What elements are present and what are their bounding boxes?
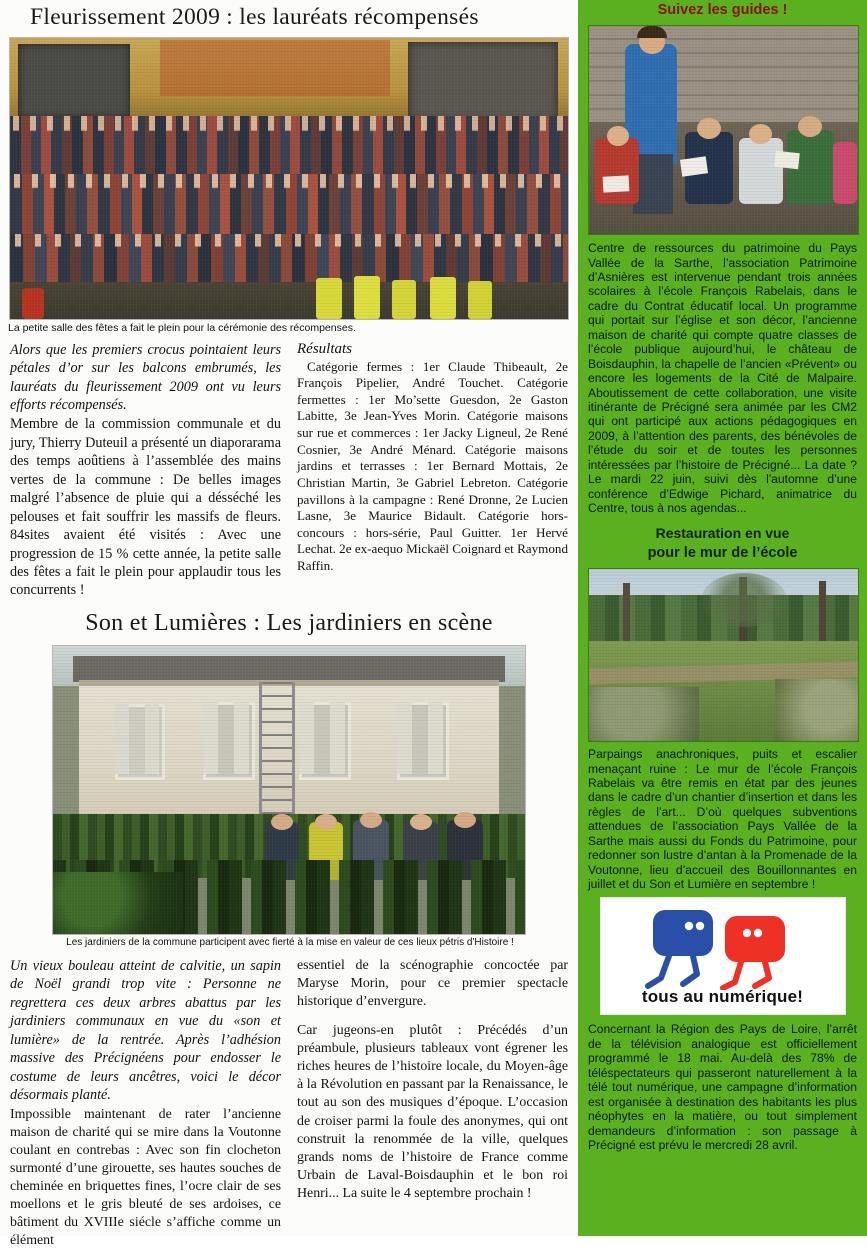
sidebar-paragraph-numerique: Concernant la Région des Pays de Loire, l’arrêt de la télévision analogique est officiellement programmé le 18 mai. Au-delà des 78% de téléspectateurs qui passeront naturellement à la télé tout numérique, une campagne d’information est organisée à destination des habitants les plus néophytes en la matière, ou tout simplement demandeurs d’information : son passage à Précigné est prévu le mercredi 28 avril.	[588, 1022, 857, 1152]
results-body: Catégorie fermes : 1er Claude Thibeault, 2e François Pipelier, André Touchet. Catégorie fermettes : 1er Mo’sette Guesdon, 2e Gaston Labitte, 3e Jean-Yves Morin. Catégorie maisons sur rue et commerces : 1er Jacky Ligneul, 2e René Cosnier, 3e André Ménard. Catégorie maisons jardins et terrasses : 1er Bernard Mottais, 2e Christian Martin, 3e Gabriel Lebreton. Catégorie pavillons à la campagne : René Dronne, 2e Lucien Lasne, 3e Maurice Bidault. Catégorie hors-concours : hors-série, Paul Guitter. 1er Hervé Lechat. 2e ex-aequo Mickaël Coignard et Raymond Raffin.	[297, 358, 568, 574]
tous-au-numerique-logo	[600, 897, 846, 1015]
results-heading: Résultats	[297, 340, 352, 357]
article2-photo	[52, 645, 526, 935]
article2-lead: Un vieux bouleau atteint de calvitie, un sapin de Noël grandi trop vite : Personne ne regrettera ces deux arbres abattus par les jardiniers communaux en vue du «son et lumière» de la rentrée. Après l’adhésion massive des Précignéens pour endosser le costume de leurs ancêtres, voici le décor désormais planté.	[10, 957, 281, 1104]
paragraph-spacer	[297, 1011, 568, 1022]
article1-columns	[6, 341, 572, 600]
article1-column-right	[297, 341, 568, 600]
article2-body-right-1: essentiel de la scénographie concoctée par Maryse Morin, pour ce premier spectacle historique d’envergure.	[297, 957, 568, 1010]
logo-caption: tous au numérique!	[641, 987, 804, 1007]
article1-photo	[9, 37, 569, 320]
article1-photo-caption: La petite salle des fêtes a fait le plein pour la cérémonie des récompenses.	[8, 322, 356, 334]
article1-body: Membre de la commission communale et du jury, Thierry Duteuil a présenté un diaporarama des temps aoûtiens à l’assemblée des mains vertes de la commune : De belles images malgré l’absence de pluie qui a désséché les pelouses et fait souffrir les massifs de fleurs. 84sites avaient été visités : Avec une progression de 15 % cette année, la petite salle des fêtes a fait le plein pour applaudir tous les concurrents !	[10, 416, 281, 599]
sidebar-column	[578, 0, 867, 1236]
sidebar-paragraph-restoration: Parpaings anachroniques, puits et escalier menaçant ruine : Le mur de l’école François Rabelais va être remis en état par des jeunes dans le cadre d’un chantier d’insertion et dans les règles de l’art... D’où quelques subventions attendues de l’association Pays Vallée de la Sarthe mais aussi du Fonds du Patrimoine, pour redonner son lustre d’antan à la Promenade de la Voutonne, lieu d’accueil des Bouillonnantes en juillet et du Son et Lumière en septembre !	[588, 747, 857, 891]
sidebar-heading-guides: Suivez les guides !	[657, 2, 788, 18]
article1-lead: Alors que les premiers crocus pointaient leurs pétales d’or sur les balcons embrumés, les lauréats du fleurissement 2009 ont vu leurs efforts récompensés.	[10, 341, 281, 413]
sidebar-heading-restoration-line1: Restauration en vue	[655, 525, 790, 542]
article1-column-left	[10, 341, 281, 600]
article2-column-left	[10, 957, 281, 1250]
article2-title: Son et Lumières : Les jardiniers en scène	[85, 609, 493, 636]
article2-photo-caption: Les jardiniers de la commune participent avec fierté à la mise en valeur de ces lieux pétris d'Histoire !	[66, 936, 514, 948]
sidebar-photo-schoolchildren	[588, 25, 859, 235]
article2-column-right	[297, 957, 568, 1250]
article2-body-left: Impossible maintenant de rater l’ancienne maison de charité qui se mire dans la Voutonne coulant en contrebas : Avec son fin clocheton surmonté d’une girouette, ses hautes souches de cheminée en briquettes fines, l’ocre clair de ses moellons et le gris bleuté de ses ardoises, ce bâtiment du XVIIIe siécle s’affiche comme un élément	[10, 1106, 281, 1249]
article2-columns	[6, 957, 572, 1250]
sidebar-heading-restoration-line2: pour le mur de l’école	[647, 544, 798, 561]
article1-title: Fleurissement 2009 : les lauréats récompensés	[30, 4, 479, 30]
article2-body-right-2: Car jugeons-en plutôt : Précédés d’un préambule, plusieurs tableaux vont égrener les riches heures de l’histoire locale, du Moyen-âge à la Révolution en passant par la Renaissance, le tout au son des musiques d’époque. L’occasion de croiser parmi la foule des anonymes, qui ont construit la renommée de la ville, quelques grands noms de l’histoire de France comme Urbain de Laval-Boisdauphin et le bon roi Henri... La suite le 4 septembre prochain !	[297, 1023, 568, 1201]
sidebar-photo-park-wall	[588, 568, 859, 742]
numerique-mascots-icon	[601, 898, 845, 990]
sidebar-paragraph-guides: Centre de ressources du patrimoine du Pays Vallée de la Sarthe, l’association Patrimoine d’Asnières est intervenue pendant trois années scolaires à l’école François Rabelais, dans le cadre du Contrat éducatif local. Un programme qui portait sur l’église et son décor, l’ancienne maison de charité qui compte quatre classes de l’école publique aujourd’hui, le château de Boisdauphin, la chapelle de l’ancien «Prévent» ou encore les logements de la Cité de Malpaire. Aboutissement de cette collaboration, une visite itinérante de Précigné sera animée par les CM2 qui ont participé aux actions pédagogiques en 2009, à l’attention des parents, des bénévoles de l’étude du soir et de toutes les personnes intéressées par l’histoire de Précigné... La date ? Le mardi 22 juin, suivi dès l'automne d’une conférence d’Edwige Pichard, animatrice du Centre, tous à nos agendas...	[588, 241, 857, 515]
